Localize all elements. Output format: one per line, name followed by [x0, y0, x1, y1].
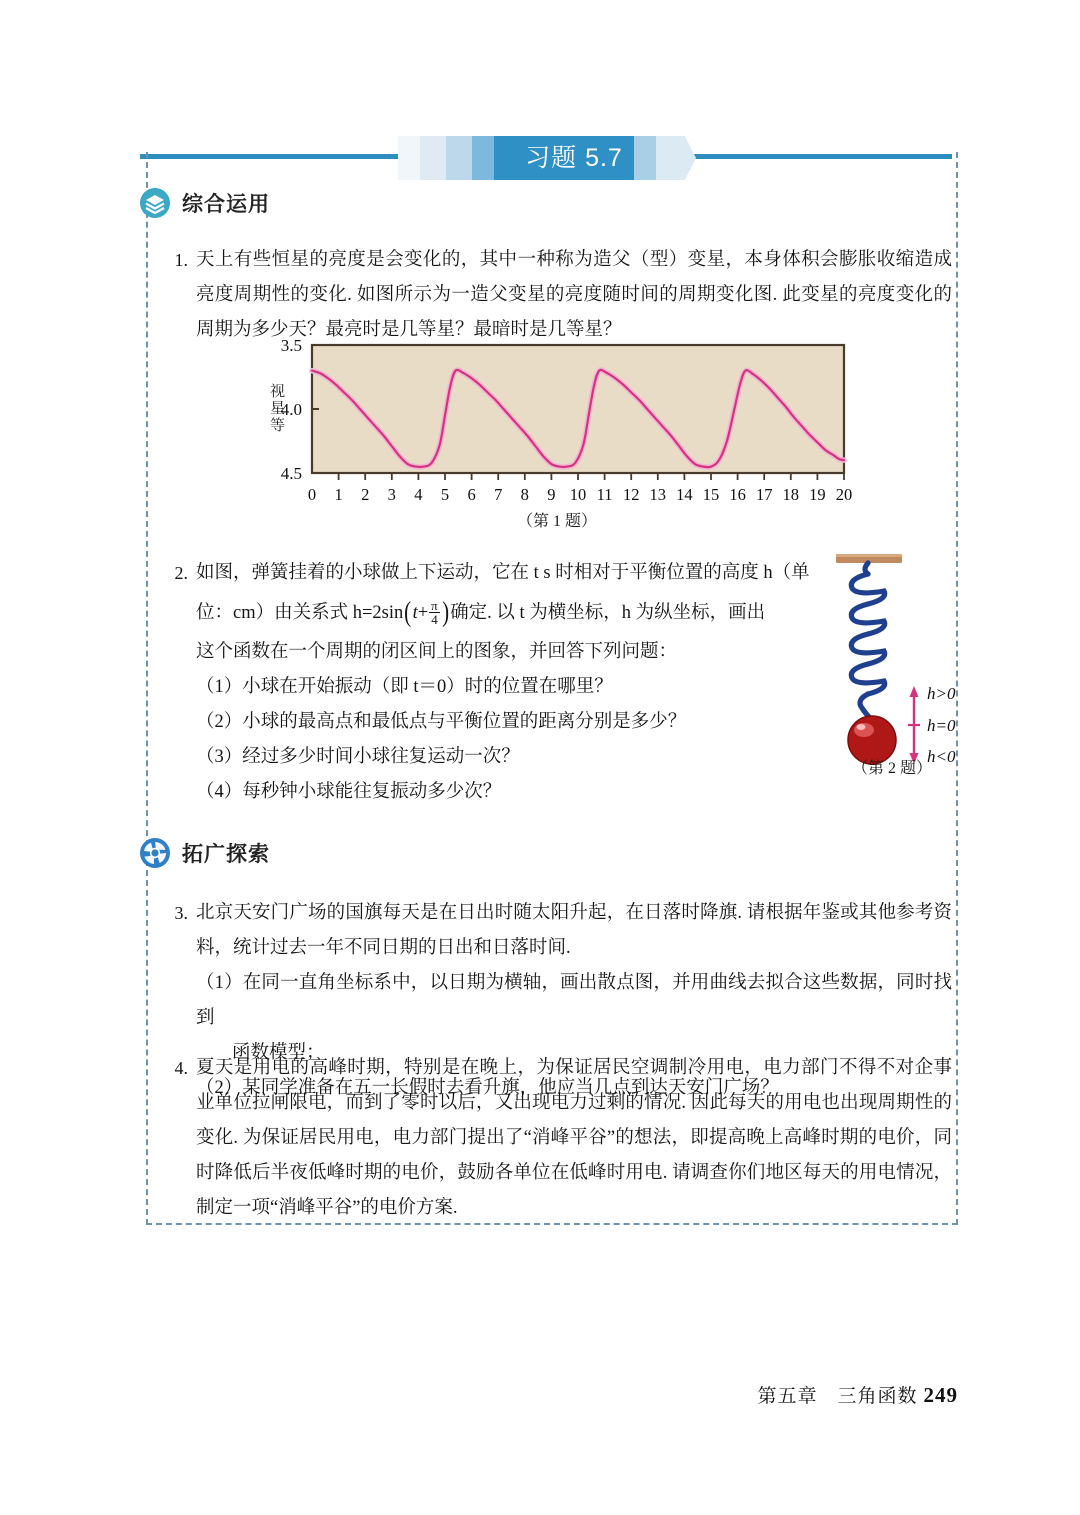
chart-x-tick: 14: [676, 485, 693, 504]
exercise-title: 习题 5.7: [525, 144, 623, 172]
chart-x-tick: 18: [782, 485, 800, 504]
problem-1-text: 天上有些恒星的亮度是会变化的，其中一种称为造父（型）变星，本身体积会膨胀收缩造成亮度周期性的变化. 如图所示为一造父变星的亮度随时间的周期变化图. 此变星的亮度变化的周期为多少天？最亮时是几等星？最暗时是几等星？: [196, 250, 952, 340]
chart-y-tick: 4.5: [280, 464, 302, 483]
label-h-negative: h<0: [927, 747, 956, 766]
problem-2-sub-2: （2）小球的最高点和最低点与平衡位置的距离分别是多少？: [196, 712, 687, 732]
label-h-zero: h=0: [927, 716, 956, 735]
section-header-explore: [140, 838, 270, 868]
spring-figure-caption: （第 2 题）: [851, 760, 932, 777]
footer-page-number: 249: [923, 1383, 958, 1407]
cepheid-brightness-chart: [262, 333, 852, 510]
height-arrow-icon: [908, 686, 920, 764]
chart-x-tick: 7: [494, 485, 503, 504]
problem-2-variable-t: t: [412, 603, 418, 623]
chart-x-tick: 1: [334, 485, 343, 504]
layered-chevron-icon: [140, 188, 170, 218]
paren-close: ): [441, 596, 449, 628]
label-h-positive: h>0: [927, 684, 956, 703]
problem-2-body: [196, 556, 852, 810]
chart-x-tick: 6: [467, 485, 476, 504]
problem-2-sub-3: （3）经过多少时间小球往复运动一次？: [196, 747, 520, 767]
problem-3-text: 北京天安门广场的国旗每天是在日出时随太阳升起，在日落时降旗. 请根据年鉴或其他参考资料，统计过去一年不同日期的日出和日落时间.: [196, 903, 952, 958]
page-footer: [757, 1381, 958, 1408]
problem-4: [162, 1051, 952, 1226]
chart-x-tick: 15: [702, 485, 720, 504]
chart-x-tick: 20: [835, 485, 852, 504]
chart-x-tick: 16: [729, 485, 746, 504]
section-label-explore: 拓广探索: [182, 843, 270, 866]
pi-over-four-fraction: [429, 599, 440, 627]
problem-2-formula-line: [196, 591, 852, 635]
problem-3-number: 3.: [174, 903, 188, 923]
chart-x-tick: 19: [809, 485, 826, 504]
chart-svg: [262, 333, 852, 505]
chart-y-axis-label: 视星等: [268, 383, 284, 434]
chart-x-tick: 3: [387, 485, 396, 504]
problem-4-number: 4.: [174, 1058, 188, 1078]
problem-2-number: 2.: [174, 563, 188, 583]
chart-x-tick: 12: [622, 485, 640, 504]
section-label-comprehensive: 综合运用: [182, 193, 270, 216]
problem-2-plus-sign: +: [417, 603, 429, 623]
aperture-icon: [140, 838, 170, 868]
problem-2-sub-1: （1）小球在开始振动（即 t＝0）时的位置在哪里？: [196, 677, 613, 697]
chart-x-tick: 9: [547, 485, 556, 504]
chart-x-tick: 11: [596, 485, 613, 504]
problem-2-line-3: 这个函数在一个周期的闭区间上的图象，并回答下列问题：: [196, 642, 678, 662]
chart-x-tick: 10: [569, 485, 587, 504]
spring-coil-icon: [851, 563, 884, 718]
problem-2-line-1: 如图，弹簧挂着的小球做上下运动，它在 t s 时相对于平衡位置的高度 h（单: [196, 563, 810, 583]
chart-x-tick: 17: [755, 485, 773, 504]
section-header-comprehensive: [140, 188, 270, 218]
problem-4-text: 夏天是用电的高峰时期，特别是在晚上，为保证居民空调制冷用电，电力部门不得不对企事业单位拉闸限电，而到了零时以后，又出现电力过剩的情况. 因此每天的用电也出现周期性的变化. 为保证居民用电，电力部门提出了“消峰平谷”的想法，即提高晚上高峰时期的电价，同时降低后半夜低峰时期的电价，鼓励各单位在低峰时用电. 请调查你们地区每天的用电情况，制定一项“消峰平谷”的电价方案.: [196, 1058, 952, 1218]
chart-y-tick: 4.0: [280, 400, 302, 419]
footer-chapter: 第五章 三角函数: [757, 1386, 918, 1407]
spring-mass-figure: [826, 550, 958, 785]
fraction-numerator: π: [431, 597, 438, 613]
chart-x-tick: 2: [361, 485, 370, 504]
chart-y-tick: 3.5: [280, 336, 302, 355]
chart-x-tick: 0: [307, 485, 317, 504]
problem-3-sub-1: （1）在同一直角坐标系中，以日期为横轴，画出散点图，并用曲线去拟合这些数据，同时找到: [196, 973, 952, 1028]
chart-x-tick: 8: [520, 485, 529, 504]
problem-2-sub-4: （4）每秒钟小球能往复振动多少次？: [196, 782, 502, 802]
problem-3-sub-1-cont: 函数模型；: [232, 1043, 325, 1063]
problem-2-equation-head: =2sin: [361, 603, 404, 623]
chart-caption: （第 1 题）: [516, 513, 597, 530]
chart-x-tick: 13: [649, 485, 667, 504]
problem-3-sub-2: （2）某同学准备在五一长假时去看升旗，他应当几点到达天安门广场？: [196, 1078, 779, 1098]
problem-2-line2-prefix: 位：cm）由关系式 h: [196, 603, 362, 623]
fraction-denominator: 4: [431, 612, 438, 628]
chart-x-tick: 4: [414, 485, 423, 504]
chart-x-tick: 5: [440, 485, 450, 504]
problem-1-number: 1.: [174, 250, 188, 270]
problem-2: [162, 556, 852, 810]
problem-2-line2-suffix: 确定. 以 t 为横坐标，h 为纵坐标，画出: [450, 603, 766, 623]
paren-open: (: [404, 596, 412, 628]
